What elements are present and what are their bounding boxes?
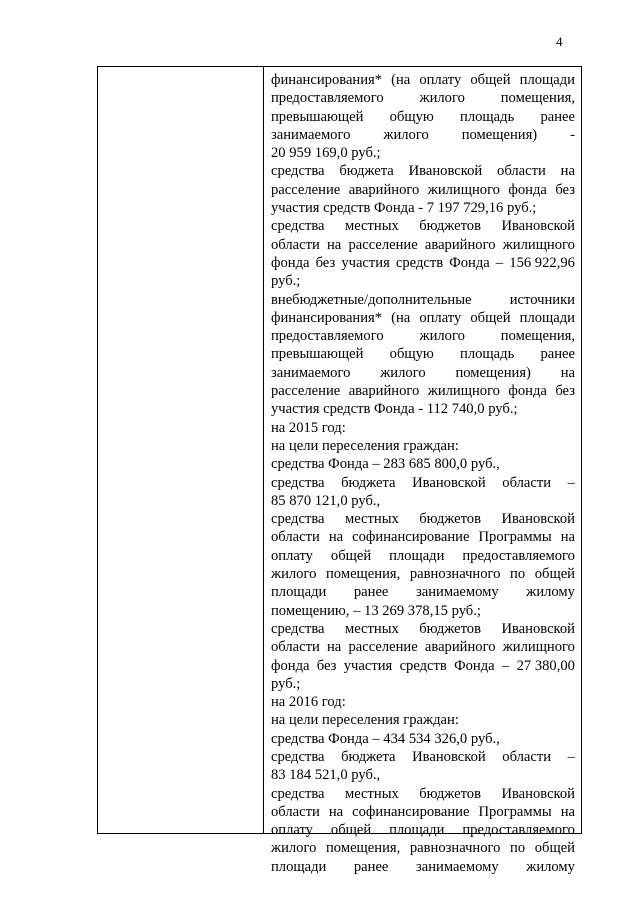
text-line [271, 693, 575, 711]
text-line [271, 419, 575, 437]
text-word: предоставляемого [462, 547, 575, 564]
text-line [271, 126, 575, 144]
text-word: на цели переселения граждан: [271, 712, 459, 729]
text-line [271, 583, 575, 601]
text-word: фонда [508, 181, 547, 198]
text-line [271, 492, 575, 510]
text-word: без [555, 181, 575, 198]
text-word: области [271, 803, 320, 820]
text-line [271, 565, 575, 583]
text-word: без [555, 383, 575, 400]
text-word: Ивановской [412, 474, 486, 491]
text-line [271, 547, 575, 565]
text-word: ранее [353, 858, 389, 875]
text-word: бюджетов [419, 620, 481, 637]
text-word: на [560, 529, 575, 546]
text-line [271, 657, 575, 675]
text-word: (на [391, 309, 411, 326]
text-word: предоставляемого [271, 328, 384, 345]
text-word: площади [519, 72, 575, 88]
text-line [271, 620, 575, 638]
text-line [271, 858, 575, 876]
text-word: жилищного [427, 181, 500, 198]
text-word: на [328, 529, 344, 546]
text-word: Программы [478, 803, 552, 820]
text-word: Ивановской [501, 785, 575, 802]
text-word: занимаемому [415, 858, 499, 875]
text-word: на цели переселения граждан: [271, 437, 459, 454]
text-word: фонда [271, 657, 310, 674]
table-left-cell [98, 67, 264, 833]
text-word: средства [271, 218, 325, 235]
text-word: ранее [540, 108, 575, 125]
text-word: общей [330, 547, 372, 564]
text-word: на [326, 236, 342, 253]
text-word: без [315, 254, 336, 271]
document-table [97, 66, 582, 875]
text-word: – [567, 748, 575, 765]
text-word: площадь [460, 346, 515, 363]
text-word: Ивановской [408, 163, 483, 180]
text-word: источники [509, 291, 575, 308]
text-word: помещения, [326, 566, 401, 583]
text-word: помещения) [455, 364, 531, 381]
text-word: местных [344, 620, 399, 637]
text-line [271, 766, 575, 784]
text-word: площади [271, 584, 327, 601]
text-line [271, 89, 575, 107]
text-word: средства Фонда – 434 534 326,0 руб., [271, 730, 500, 747]
text-line [271, 108, 575, 126]
text-word: общей [470, 72, 511, 88]
text-word: софинансирование [352, 803, 470, 820]
text-word: занимаемому [415, 584, 499, 601]
text-word: 27 380,00 [516, 657, 575, 674]
text-word: бюджета [339, 163, 394, 180]
text-word: общей [470, 309, 511, 326]
text-word: оплату [419, 309, 462, 326]
text-word: средства [271, 163, 325, 180]
text-word: софинансирование [352, 529, 470, 546]
text-word: помещения) [461, 126, 538, 143]
text-word: помещения, [326, 840, 401, 857]
text-word: местных [344, 218, 399, 235]
text-line [271, 528, 575, 546]
text-word: площади [389, 822, 445, 839]
text-line [271, 730, 575, 748]
page-number: 4 [556, 34, 563, 49]
text-word: руб.; [271, 273, 301, 290]
text-word: области [502, 748, 552, 765]
text-word: равнозначного [409, 566, 501, 583]
text-word: жилищного [502, 639, 575, 656]
text-word: на 2015 год: [271, 419, 346, 436]
text-word: (на [391, 72, 411, 88]
text-word: на 2016 год: [271, 694, 346, 711]
text-word: Фонда [454, 657, 495, 674]
text-word: средства [271, 785, 325, 802]
text-word: расселение [271, 181, 341, 198]
text-word: Ивановской [501, 218, 575, 235]
text-word: на [326, 639, 342, 656]
text-word: жилого [419, 90, 465, 107]
text-word: общей [534, 566, 575, 583]
text-word: жилого [271, 566, 317, 583]
text-word: ранее [353, 584, 389, 601]
text-line [271, 821, 575, 839]
text-word: финансирования* [271, 72, 383, 88]
text-word: участия средств Фонда - 112 740,0 руб.; [271, 401, 518, 418]
text-word: бюджетов [419, 511, 481, 528]
text-word: бюджетов [419, 785, 481, 802]
text-word: общую [389, 108, 434, 125]
text-word: равнозначного [409, 840, 501, 857]
text-word: превышающей [271, 346, 364, 363]
text-word: жилому [526, 584, 575, 601]
text-word: бюджета [341, 474, 396, 491]
text-word: Ивановской [501, 620, 575, 637]
text-word: жилого [271, 840, 317, 857]
text-word: Ивановской [501, 511, 575, 528]
text-word: области [271, 529, 320, 546]
text-word: 83 184 521,0 руб., [271, 767, 381, 784]
text-word: общую [389, 346, 434, 363]
text-word: общей [330, 822, 372, 839]
text-word: 20 959 169,0 руб.; [271, 145, 381, 162]
text-line [271, 510, 575, 528]
text-line [271, 162, 575, 180]
text-line [271, 217, 575, 235]
text-line [271, 437, 575, 455]
text-line [271, 144, 575, 162]
text-line [271, 748, 575, 766]
text-word: участия [341, 254, 390, 271]
text-line [271, 291, 575, 309]
text-line [271, 181, 575, 199]
text-word: аварийного [424, 639, 496, 656]
text-word: средства [271, 620, 325, 637]
text-word: превышающей [271, 108, 364, 125]
text-line [271, 327, 575, 345]
text-line [271, 785, 575, 803]
text-line [271, 345, 575, 363]
text-word: участия средств Фонда - 7 197 729,16 руб.; [271, 200, 537, 217]
text-word: внебюджетные/дополнительные [271, 291, 472, 308]
text-word: расселение [271, 383, 341, 400]
text-word: – [501, 657, 510, 674]
text-word: помещения, [500, 90, 575, 107]
text-line [271, 675, 575, 693]
text-word: на [560, 803, 575, 820]
text-word: средств [399, 657, 447, 674]
text-line [271, 199, 575, 217]
text-word: области [271, 639, 320, 656]
text-line [271, 400, 575, 418]
text-word: предоставляемого [271, 90, 384, 107]
text-word: средств [395, 254, 444, 271]
text-word: расселение [348, 639, 418, 656]
text-word: ранее [540, 346, 575, 363]
text-line [271, 711, 575, 729]
text-word: 85 870 121,0 руб., [271, 492, 381, 509]
text-word: расселение [348, 236, 418, 253]
text-word: оплату [271, 547, 313, 564]
text-word: – [567, 474, 575, 491]
text-word: фонда [508, 383, 547, 400]
text-line [271, 455, 575, 473]
text-word: участия [343, 657, 393, 674]
text-line [271, 839, 575, 857]
text-word: фонда [271, 254, 310, 271]
text-word: финансирования* [271, 309, 383, 326]
text-word: занимаемого [271, 364, 351, 381]
text-word: бюджета [341, 748, 396, 765]
text-line [271, 803, 575, 821]
text-word: бюджетов [419, 218, 481, 235]
text-word: аварийного [348, 181, 420, 198]
text-word: местных [344, 785, 399, 802]
text-word: области [271, 236, 320, 253]
text-word: аварийного [348, 383, 420, 400]
table-right-cell [271, 71, 575, 876]
text-word: средства Фонда – 283 685 800,0 руб., [271, 456, 500, 473]
text-word: – [495, 254, 504, 271]
text-word: без [316, 657, 337, 674]
text-line [271, 254, 575, 272]
text-word: жилого [380, 364, 426, 381]
text-word: Ивановской [412, 748, 486, 765]
text-word: жилого [419, 328, 465, 345]
text-word: общей [534, 840, 575, 857]
text-word: жилому [526, 858, 575, 875]
text-word: жилого [383, 126, 429, 143]
text-word: помещения, [500, 328, 575, 345]
text-word: аварийного [424, 236, 496, 253]
text-word: площади [271, 858, 327, 875]
text-word: местных [344, 511, 399, 528]
text-word: по [510, 840, 526, 857]
text-word: на [560, 163, 575, 180]
text-line [271, 382, 575, 400]
text-word: на [560, 364, 575, 381]
text-word: жилищного [427, 383, 500, 400]
text-word: оплату [419, 72, 462, 88]
text-word: площади [389, 547, 445, 564]
text-word: средства [271, 474, 325, 491]
text-word: области [502, 474, 552, 491]
text-line [271, 474, 575, 492]
text-word: площадь [460, 108, 515, 125]
text-word: площади [519, 309, 575, 326]
text-line [271, 71, 575, 89]
text-line [271, 309, 575, 327]
text-word: 156 922,96 [509, 254, 575, 271]
text-word: помещению, – 13 269 378,15 руб.; [271, 602, 481, 619]
text-line [271, 638, 575, 656]
text-word: Фонда [449, 254, 490, 271]
text-word: - [570, 126, 575, 143]
text-word: предоставляемого [462, 822, 575, 839]
text-word: руб.; [271, 675, 301, 692]
text-word: области [497, 163, 546, 180]
text-line [271, 602, 575, 620]
text-word: оплату [271, 822, 313, 839]
text-word: Программы [478, 529, 552, 546]
text-word: занимаемого [271, 126, 351, 143]
text-line [271, 272, 575, 290]
text-word: по [510, 566, 526, 583]
text-line [271, 236, 575, 254]
text-word: жилищного [502, 236, 575, 253]
text-word: средства [271, 511, 325, 528]
text-word: на [328, 803, 344, 820]
text-word: средства [271, 748, 325, 765]
text-line [271, 364, 575, 382]
